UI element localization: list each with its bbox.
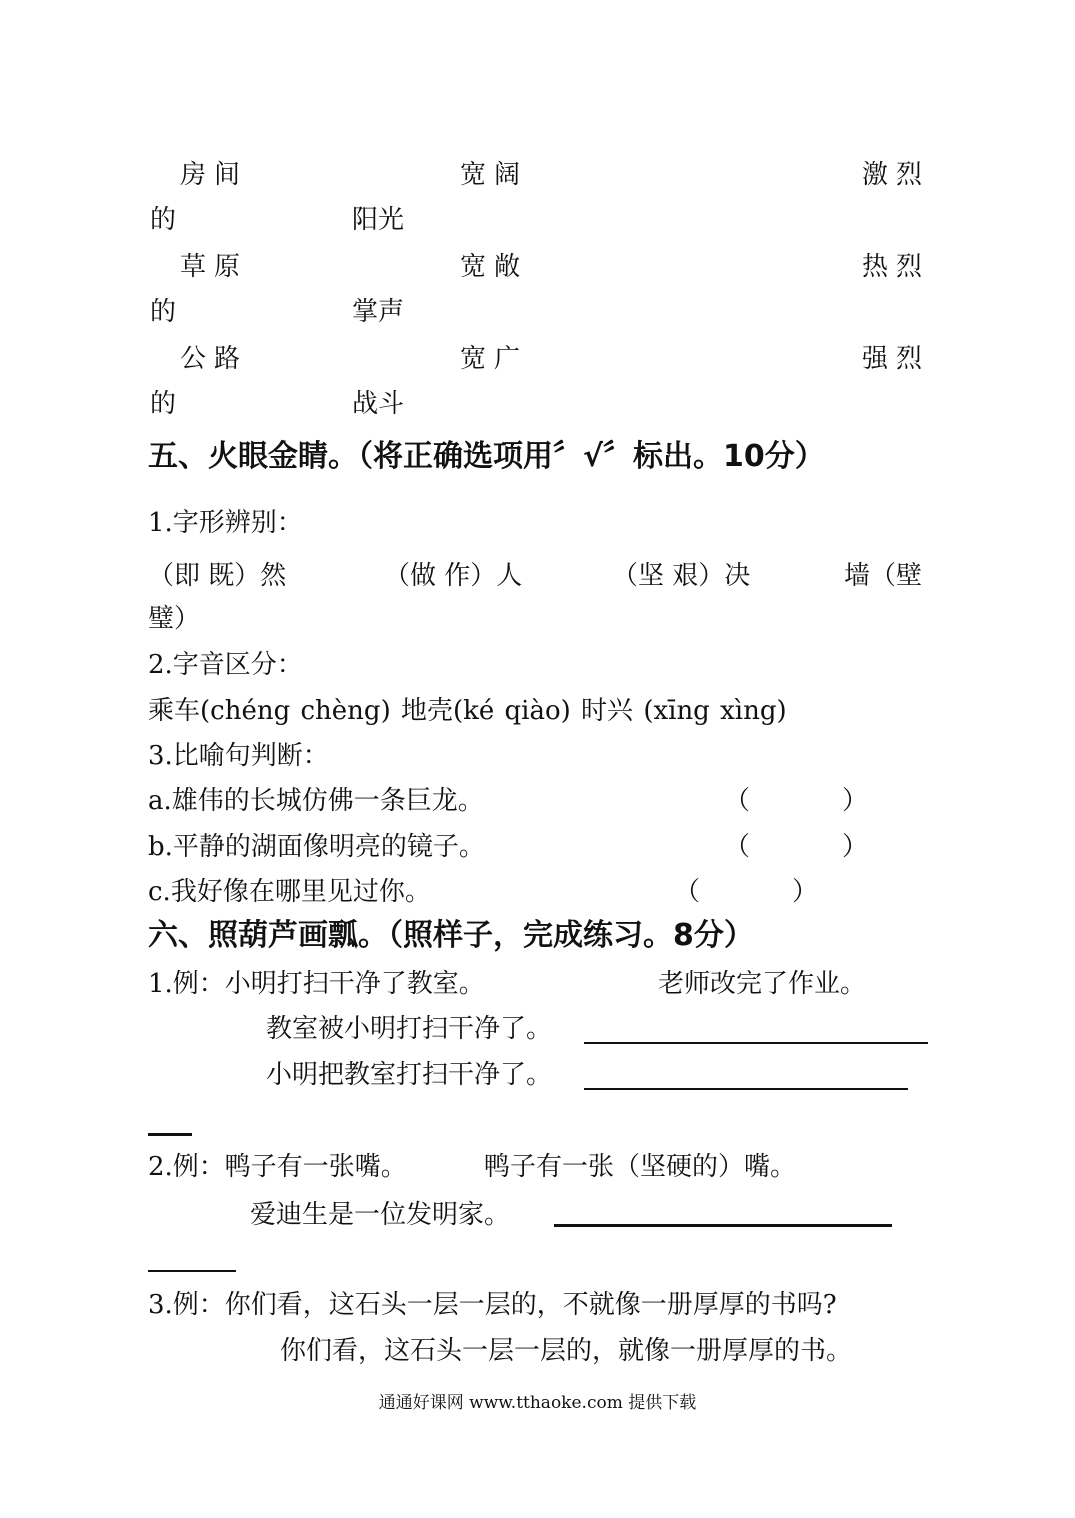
q2-line: 乘车(chéng chèng) 地壳(ké qiào) 时兴 (xīng xìng): [148, 696, 787, 726]
word-yangguang: 阳光: [352, 205, 405, 235]
footer-watermark: 通通好课网 www.tthaoke.com 提供下载: [378, 1393, 697, 1413]
q3-item-c: c.我好像在哪里见过你。: [148, 877, 431, 907]
q1-title: 1.字形辨别：: [148, 508, 303, 538]
q3-paren-open-b: （: [724, 832, 751, 862]
section-6-heading: 六、照葫芦画瓢。（照样子，完成练习。8分）: [148, 918, 754, 953]
s6-q2-target: 爱迪生是一位发明家。: [250, 1200, 511, 1230]
answer-line-3[interactable]: [554, 1224, 892, 1227]
q1-option-a: （即 既）然: [148, 561, 287, 591]
q1-option-b: （做 作）人: [384, 561, 523, 591]
section-5-heading: 五、火眼金睛。（将正确选项用〞√〞标出。10分）: [148, 439, 825, 474]
answer-line-2-cont[interactable]: [148, 1133, 192, 1136]
word-caoyuan: 草原: [180, 252, 249, 282]
answer-line-1[interactable]: [584, 1042, 928, 1044]
word-kuankuo: 宽阔: [460, 160, 529, 190]
s6-q2-line: 2.例：鸭子有一张嘴。: [148, 1152, 407, 1182]
word-de-2: 的: [150, 297, 177, 327]
s6-q3-line: 3.例：你们看，这石头一层一层的，不就像一册厚厚的书吗?: [148, 1290, 837, 1320]
word-fangjian: 房间: [180, 160, 249, 190]
q3-paren-close-a: ）: [842, 786, 869, 816]
word-de-1: 的: [150, 205, 177, 235]
word-gonglu: 公路: [180, 344, 249, 374]
s6-q2-example: 鸭子有一张（坚硬的）嘴。: [484, 1152, 797, 1182]
s6-q1-example-1: 教室被小明打扫干净了。: [266, 1014, 553, 1044]
word-relie: 热烈: [862, 252, 931, 282]
q3-item-a: a.雄伟的长城仿佛一条巨龙。: [148, 786, 484, 816]
word-kuanguang: 宽广: [460, 344, 529, 374]
q3-paren-open-c: （: [674, 877, 701, 907]
s6-q1-line: 1.例：小明打扫干净了教室。: [148, 969, 485, 999]
word-jilie: 激烈: [862, 160, 931, 190]
q3-paren-close-c: ）: [792, 877, 819, 907]
word-qianglie: 强烈: [862, 344, 931, 374]
q3-title: 3.比喻句判断：: [148, 741, 329, 771]
answer-line-2[interactable]: [584, 1088, 908, 1090]
word-kuanchang: 宽敞: [460, 252, 529, 282]
q3-paren-open-a: （: [724, 786, 751, 816]
word-zhangsheng: 掌声: [352, 297, 405, 327]
s6-q1-target: 老师改完了作业。: [658, 969, 867, 999]
q1-option-d-cont: 璧）: [148, 604, 201, 634]
word-de-3: 的: [150, 389, 177, 419]
answer-line-3-cont[interactable]: [148, 1270, 236, 1272]
q3-paren-close-b: ）: [842, 832, 869, 862]
q3-item-b: b.平静的湖面像明亮的镜子。: [148, 832, 485, 862]
q1-option-c: （坚 艰）决: [612, 561, 751, 591]
word-zhandou: 战斗: [352, 389, 405, 419]
q2-title: 2.字音区分：: [148, 650, 303, 680]
s6-q3-example: 你们看，这石头一层一层的，就像一册厚厚的书。: [280, 1336, 853, 1366]
q1-option-d: 墙（壁: [844, 561, 923, 591]
s6-q1-example-2: 小明把教室打扫干净了。: [266, 1060, 553, 1090]
